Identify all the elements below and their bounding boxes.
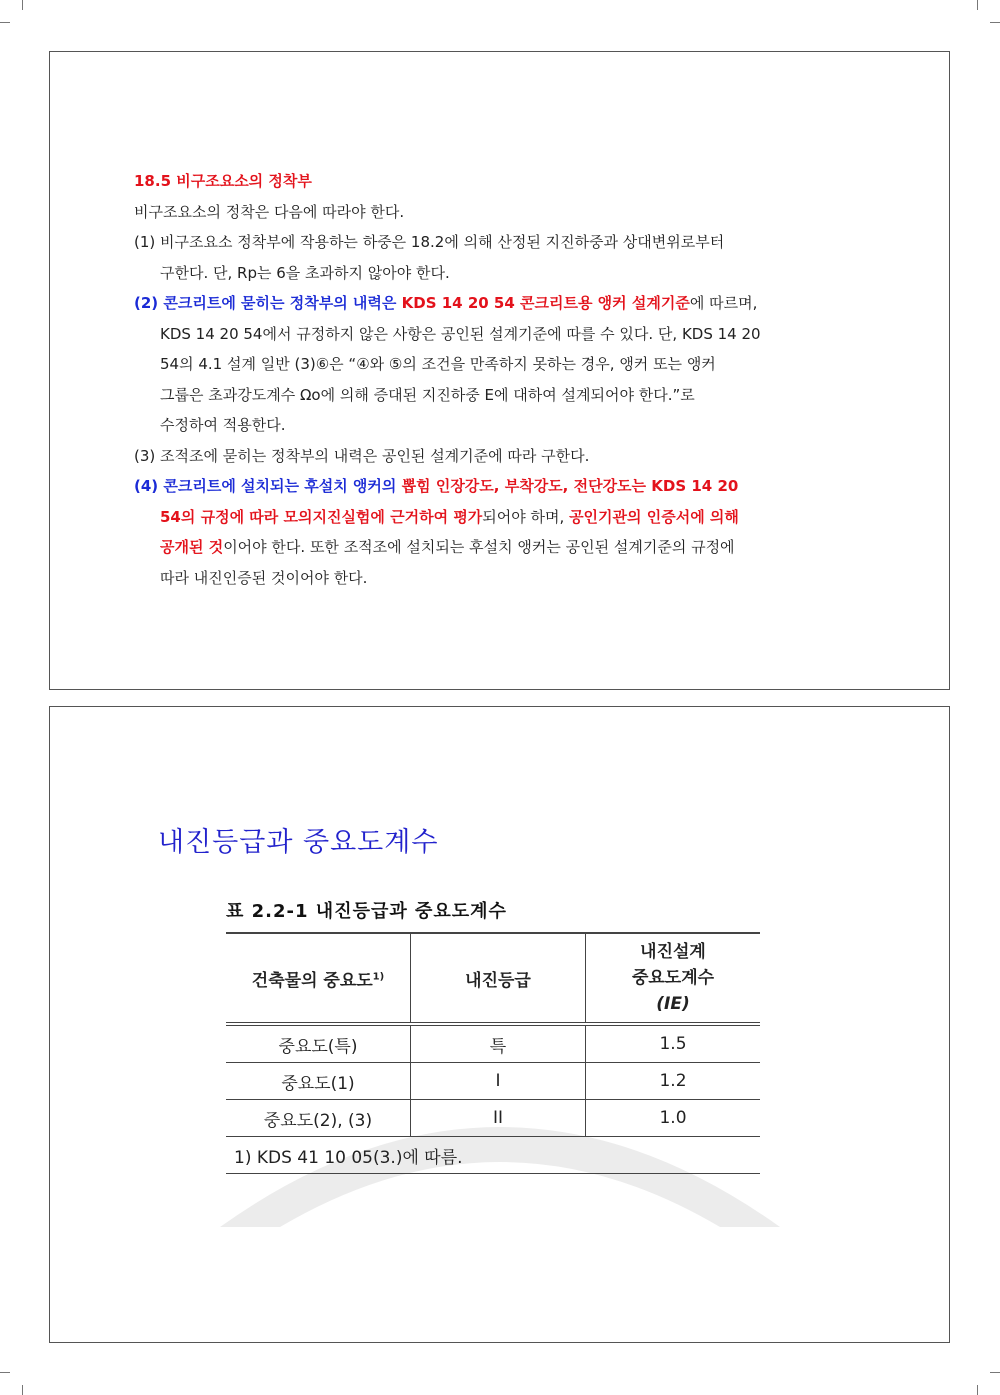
- item-4-red-text-3: 공인기관의 인증서에 의해: [569, 507, 739, 526]
- header-factor: [586, 933, 761, 1024]
- cell-importance: 중요도(특): [226, 1024, 411, 1063]
- table-row: [226, 1024, 760, 1063]
- item-2-line-3: 54의 4.1 설계 일반 (3)⑥은 “④와 ⑤의 조건을 만족하지 못하는 경우, 앵커 또는 앵커: [160, 355, 716, 373]
- table-caption: 표 2.2-1 내진등급과 중요도계수: [226, 901, 507, 922]
- table-footnote-row: [226, 1137, 760, 1174]
- item-2-line-1: [134, 288, 854, 319]
- item-1-line-2: 구한다. 단, Rp는 6을 초과하지 않아야 한다.: [160, 263, 450, 282]
- table-row: [226, 1063, 760, 1100]
- table-row: [226, 1100, 760, 1137]
- section-heading: 18.5 비구조요소의 정착부: [134, 172, 312, 190]
- item-4-line-3: [134, 532, 854, 563]
- item-2-line-2: KDS 14 20 54에서 규정하지 않은 사항은 공인된 설계기준에 따를 수 있다. 단, KDS 14 20: [160, 324, 761, 343]
- cell-factor: 1.0: [586, 1100, 761, 1137]
- importance-table: [226, 932, 760, 1174]
- cell-factor: 1.5: [586, 1024, 761, 1063]
- cell-grade: I: [411, 1063, 586, 1100]
- crop-mark: [990, 1372, 1000, 1373]
- item-4-line-2: [134, 502, 854, 533]
- item-4-line-4: 따라 내진인증된 것이어야 한다.: [160, 568, 368, 587]
- item-2-red-text: KDS 14 20 54 콘크리트용 앵커 설계기준: [401, 294, 690, 312]
- slide-anchorage: [49, 51, 950, 690]
- item-2-line-4: 그룹은 초과강도계수 Ωo에 의해 증대된 지진하중 E에 대하여 설계되어야 한다.”로: [160, 385, 695, 404]
- crop-mark: [990, 22, 1000, 23]
- item-4-red-text: 뽑힘 인장강도, 부착강도, 전단강도는 KDS 14 20: [401, 477, 739, 495]
- crop-mark: [977, 0, 978, 10]
- crop-mark: [22, 1385, 23, 1395]
- item-4-red-text-2: 54의 규정에 따라 모의지진실험에 근거하여 평가: [160, 507, 483, 526]
- cell-importance: 중요도(1): [226, 1063, 411, 1100]
- item-4-red-text-4: 공개된 것: [160, 538, 224, 556]
- table-header-row: [226, 933, 760, 1024]
- item-4-mid-text: 되어야 하며,: [482, 507, 570, 526]
- header-factor-symbol: (IE): [656, 994, 690, 1014]
- header-factor-line-2: 중요도계수: [631, 968, 715, 988]
- cell-importance: 중요도(2), (3): [226, 1100, 411, 1137]
- slide-seismic-grade: [49, 706, 950, 1343]
- item-2-rest-text: 에 따르며,: [689, 294, 758, 312]
- item-1-line-1: (1) 비구조요소 정착부에 작용하는 하중은 18.2에 의해 산정된 지진하중과 상대변위로부터: [134, 233, 725, 251]
- crop-mark: [977, 1385, 978, 1395]
- item-2-blue-text: (2) 콘크리트에 묻히는 정착부의 내력은: [134, 294, 402, 312]
- crop-mark: [0, 1372, 10, 1373]
- slide-title: 내진등급과 중요도계수: [158, 827, 439, 858]
- header-grade: 내진등급: [411, 933, 586, 1024]
- intro-text: 비구조요소의 정착은 다음에 따라야 한다.: [134, 202, 405, 221]
- table-footnote: 1) KDS 41 10 05(3.)에 따름.: [226, 1137, 760, 1174]
- anchorage-text: [134, 166, 854, 593]
- header-importance: [226, 933, 411, 1024]
- footnote-marker: 1): [372, 970, 385, 982]
- item-2-line-5: 수정하여 적용한다.: [160, 416, 286, 434]
- item-4-blue-text: (4) 콘크리트에 설치되는 후설치 앵커의: [134, 477, 402, 495]
- header-importance-label: 건축물의 중요도: [251, 970, 373, 991]
- cell-grade: II: [411, 1100, 586, 1137]
- header-factor-line-1: 내진설계: [640, 942, 706, 962]
- crop-mark: [22, 0, 23, 10]
- cell-factor: 1.2: [586, 1063, 761, 1100]
- cell-grade: 특: [411, 1024, 586, 1063]
- item-4-line-1: [134, 471, 854, 502]
- crop-mark: [0, 22, 10, 23]
- item-3: (3) 조적조에 묻히는 정착부의 내력은 공인된 설계기준에 따라 구한다.: [134, 446, 590, 465]
- item-4-rest-text: 이어야 한다. 또한 조적조에 설치되는 후설치 앵커는 공인된 설계기준의 규정에: [223, 538, 735, 556]
